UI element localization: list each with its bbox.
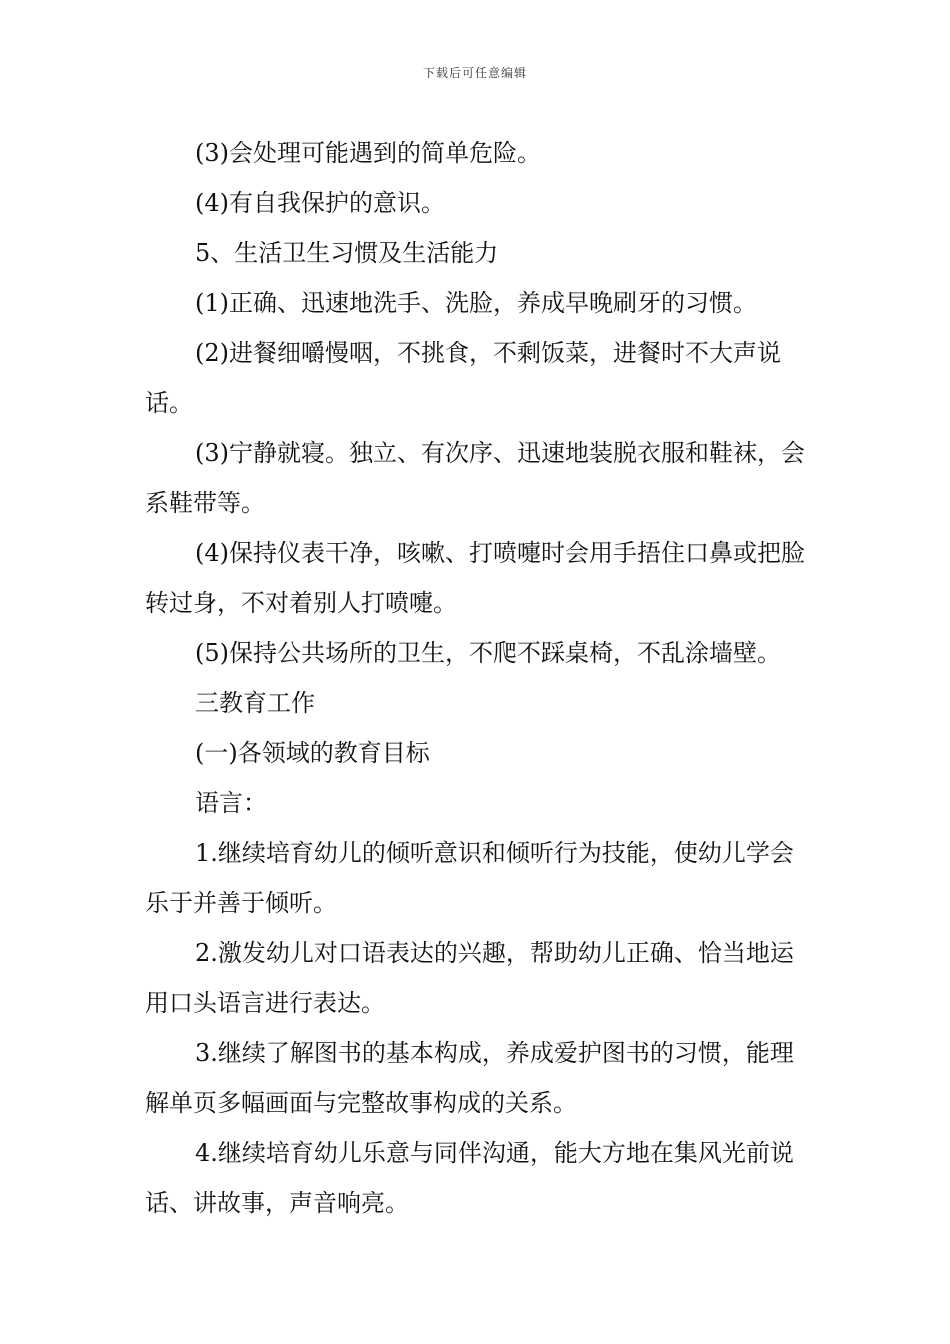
paragraph: (5)保持公共场所的卫生，不爬不踩桌椅，不乱涂墙壁。: [195, 639, 781, 667]
section-heading: (一)各领域的教育目标: [195, 739, 430, 767]
paragraph: (2)进餐细嚼慢咽，不挑食，不剩饭菜，进餐时不大声说话。: [145, 339, 781, 417]
paragraph: 3.继续了解图书的基本构成，养成爱护图书的习惯，能理解单页多幅画面与完整故事构成的关系。: [145, 1039, 794, 1117]
paragraph: (3)会处理可能遇到的简单危险。: [195, 139, 541, 167]
paragraph: 4.继续培育幼儿乐意与同伴沟通，能大方地在集风光前说话、讲故事，声音响亮。: [145, 1139, 794, 1217]
document-body: [145, 128, 817, 1228]
section-heading: 5、生活卫生习惯及生活能力: [195, 239, 499, 267]
paragraph: (3)宁静就寝。独立、有次序、迅速地装脱衣服和鞋袜，会系鞋带等。: [145, 439, 805, 517]
section-heading: 三教育工作: [195, 689, 315, 717]
paragraph: (4)保持仪表干净，咳嗽、打喷嚏时会用手捂住口鼻或把脸转过身，不对着别人打喷嚏。: [145, 539, 805, 617]
paragraph: 1.继续培育幼儿的倾听意识和倾听行为技能，使幼儿学会乐于并善于倾听。: [145, 839, 794, 917]
paragraph: (4)有自我保护的意识。: [195, 189, 445, 217]
page-header: 下载后可任意编辑: [422, 66, 527, 80]
paragraph: 2.激发幼儿对口语表达的兴趣，帮助幼儿正确、恰当地运用口头语言进行表达。: [145, 939, 794, 1017]
section-heading: 语言：: [195, 789, 267, 817]
paragraph: (1)正确、迅速地洗手、洗脸，养成早晚刷牙的习惯。: [195, 289, 757, 317]
